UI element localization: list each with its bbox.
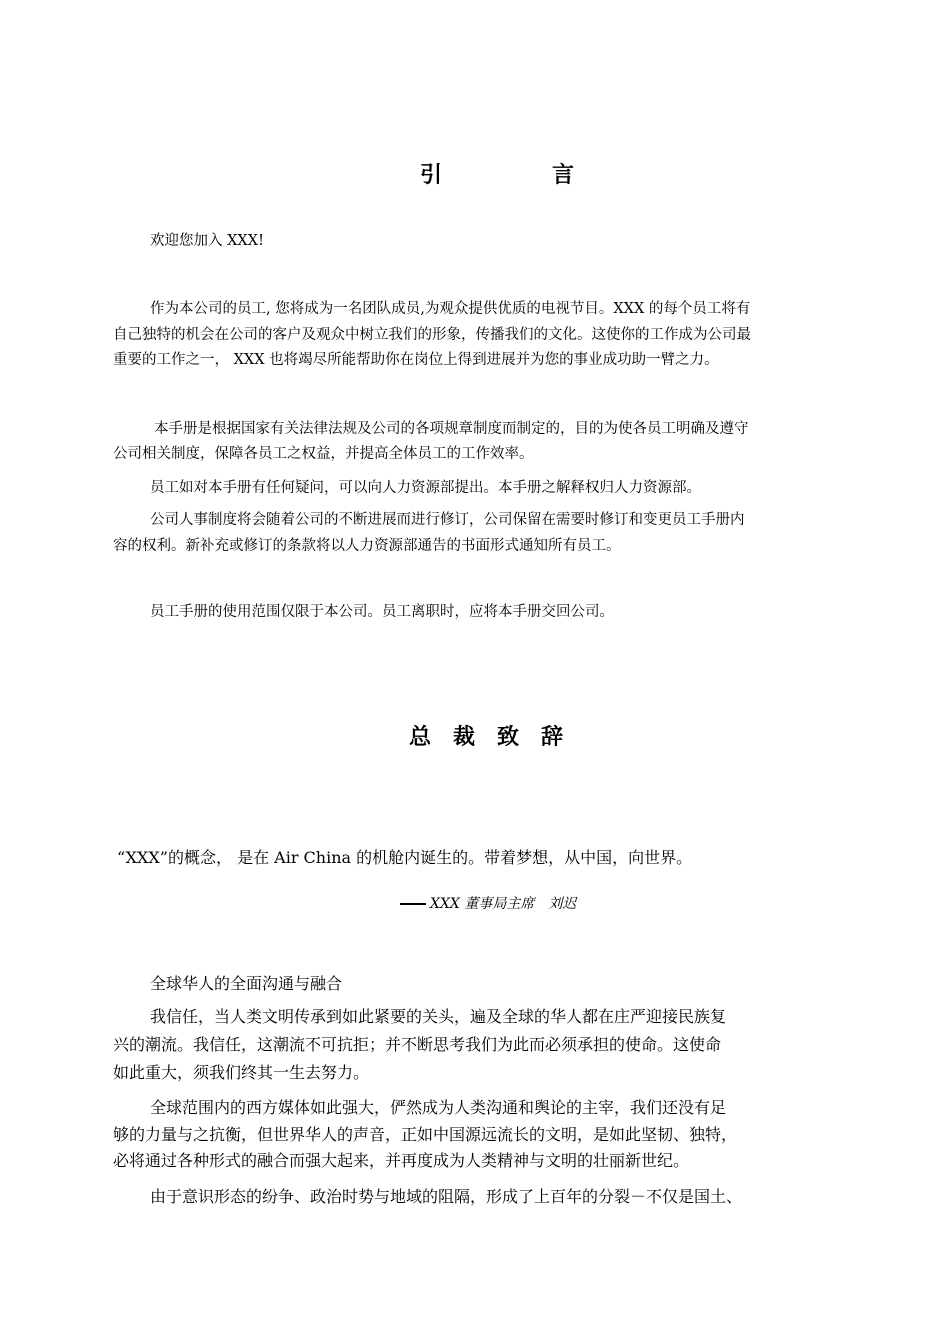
text-line: 必将通过各种形式的融合而强大起来，并再度成为人类精神与文明的壮丽新世纪。 [113,1151,690,1170]
text-line: 够的力量与之抗衡，但世界华人的声音，正如中国源远流长的文明，是如此坚韧、独特， [113,1125,738,1144]
intro-heading: 引 言 [419,161,618,188]
text-line: 如此重大，须我们终其一生去努力。 [113,1063,370,1082]
welcome-line: 欢迎您加入 XXX! [150,233,264,249]
text-line: 容的权利。新补充或修订的条款将以人力资源部通告的书面形式通知所有员工。 [113,538,621,554]
text-line: 我信任，当人类文明传承到如此紧要的关头，遍及全球的华人都在庄严迎接民族复 [150,1007,727,1026]
president-paragraph-3: 由于意识形态的纷争、政治时势与地域的阻隔，形成了上百年的分裂－不仅是国土、 [150,1187,743,1206]
em-dash [400,903,426,905]
president-heading: 总裁致辞 [408,723,585,750]
text-line: 本手册是根据国家有关法律法规及公司的各项规章制度而制定的，目的为使各员工明确及遵守 [154,421,749,437]
intro-paragraph-3: 员工如对本手册有任何疑问，可以向人力资源部提出。本手册之解释权归人力资源部。 [150,480,701,496]
text-line: 作为本公司的员工, 您将成为一名团队成员,为观众提供优质的电视节目。XXX 的每个员工将有 [150,301,751,317]
intro-paragraph-5: 员工手册的使用范围仅限于本公司。员工离职时，应将本手册交回公司。 [150,604,614,620]
president-subtitle: 全球华人的全面沟通与融合 [150,974,343,993]
signature-text: XXX 董事局主席 刘迟 [430,896,577,912]
text-line: 公司人事制度将会随着公司的不断进展而进行修订，公司保留在需要时修订和变更员工手册内 [150,512,745,528]
text-line: 全球范围内的西方媒体如此强大，俨然成为人类沟通和舆论的主宰，我们还没有足 [150,1098,727,1117]
president-quote: “XXX”的概念， 是在 Air China 的机舱内诞生的。带着梦想，从中国，向世界。 [117,848,693,867]
text-line: 公司相关制度，保障各员工之权益，并提高全体员工的工作效率。 [113,446,534,462]
text-line: 兴的潮流。我信任，这潮流不可抗拒；并不断思考我们为此而必须承担的使命。这使命 [113,1035,722,1054]
quote-signature [400,893,576,913]
text-line: 重要的工作之一， XXX 也将竭尽所能帮助你在岗位上得到进展并为您的事业成功助一臂之力。 [113,352,719,368]
text-line: 自己独特的机会在公司的客户及观众中树立我们的形象，传播我们的文化。这使你的工作成为公司最 [113,327,751,343]
